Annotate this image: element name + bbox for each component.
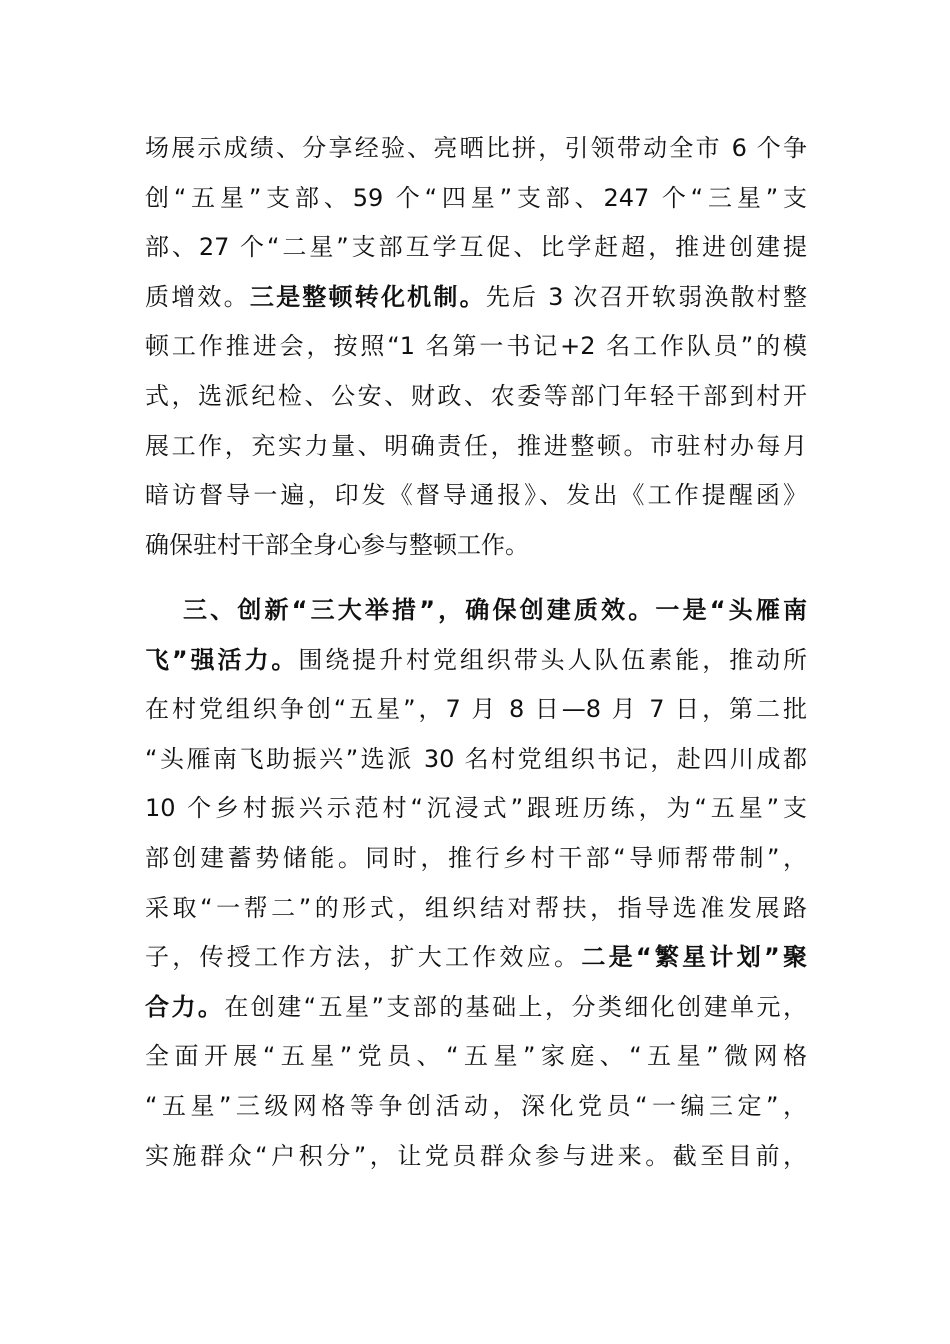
text-line: 在村党组织争创“五星”，7 月 8 日—8 月 7 日，第二批 xyxy=(145,695,807,724)
text-line: 式，选派纪检、公安、财政、农委等部门年轻干部到村开 xyxy=(145,381,807,410)
text-line: 子，传授工作方法，扩大工作效应。二是“繁星计划”聚 xyxy=(145,943,808,972)
text-line: 部、27 个“二星”支部互学互促、比学赶超，推进创建提 xyxy=(145,233,807,262)
text-line: 场展示成绩、分享经验、亮晒比拼，引领带动全市 6 个争 xyxy=(145,134,807,162)
text-line: 创“五星”支部、59 个“四星”支部、247 个“三星”支 xyxy=(145,183,807,212)
text-line: 部创建蓄势储能。同时，推行乡村干部“导师帮带制”， xyxy=(145,843,807,872)
text-line: 展工作，充实力量、明确责任，推进整顿。市驻村办每月 xyxy=(145,431,807,460)
text-line: 质增效。三是整顿转化机制。先后 3 次召开软弱涣散村整 xyxy=(145,282,807,311)
bold-heading: 三是整顿转化机制。 xyxy=(249,282,486,311)
bold-heading: 飞”强活力。 xyxy=(145,645,299,674)
section-heading: 三、创新“三大举措”，确保创建质效。一是“头雁南 xyxy=(183,596,807,624)
text-line: 确保驻村干部全身心参与整顿工作。 xyxy=(145,530,529,559)
text-line: 暗访督导一遍，印发《督导通报》、发出《工作提醒函》 xyxy=(145,481,807,510)
text-line: 10 个乡村振兴示范村“沉浸式”跟班历练，为“五星”支 xyxy=(145,794,807,823)
text-line: 实施群众“户积分”，让党员群众参与进来。截至目前， xyxy=(145,1141,807,1170)
bold-heading: 二是“繁星计划”聚 xyxy=(581,943,808,972)
paragraph-2 xyxy=(145,586,807,1181)
text-line: 全面开展“五星”党员、“五星”家庭、“五星”微网格 xyxy=(145,1042,807,1071)
text-line: “五星”三级网格等争创活动，深化党员“一编三定”， xyxy=(145,1091,807,1120)
text-line: 采取“一帮二”的形式，组织结对帮扶，指导选准发展路 xyxy=(145,893,807,922)
section-heading-line xyxy=(145,586,807,636)
text-line: “头雁南飞助振兴”选派 30 名村党组织书记，赴四川成都 xyxy=(145,744,807,773)
text-line: 合力。在创建“五星”支部的基础上，分类细化创建单元， xyxy=(145,992,807,1021)
paragraph-1 xyxy=(145,124,807,570)
text-line: 飞”强活力。围绕提升村党组织带头人队伍素能，推动所 xyxy=(145,645,807,674)
text-line: 顿工作推进会，按照“1 名第一书记+2 名工作队员”的模 xyxy=(145,332,807,361)
bold-heading: 合力。 xyxy=(145,992,225,1021)
